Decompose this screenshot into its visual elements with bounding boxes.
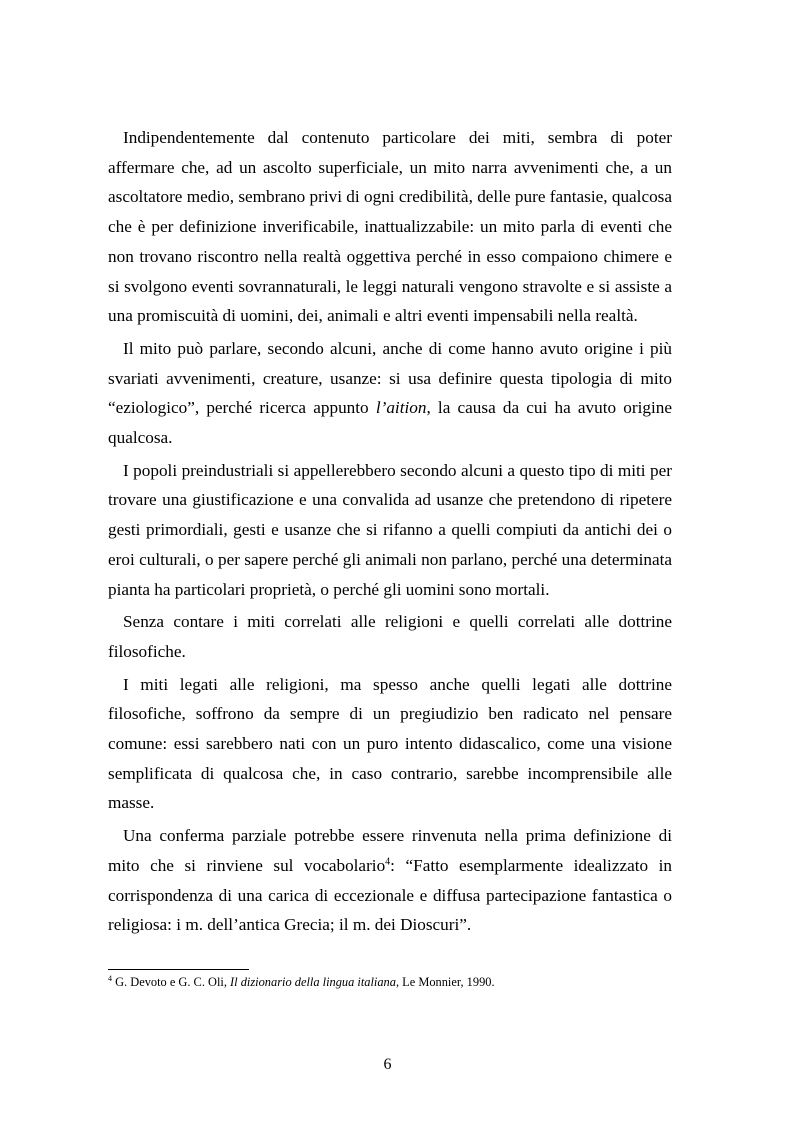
paragraph-1: Indipendentemente dal contenuto particolare dei miti, sembra di poter affermare che, ad un ascolto superficiale, un mito narra avvenimenti che, a un ascoltatore medio, sembrano privi di ogni credibilità, delle pure fantasie, qualcosa che è per definizione inverificabile, inattualizzabile: un mito parla di eventi che non trovano riscontro nella realtà oggettiva perché in esso compaiono chimere e si svolgono eventi sovrannaturali, le leggi naturali vengono stravolte e si assiste a una promiscuità di uomini, dei, animali e altri eventi impensabili nella realtà. — [108, 128, 672, 326]
footnote-book-title: Il dizionario della lingua italiana — [230, 975, 396, 989]
paragraph-3: I popoli preindustriali si appellerebbero secondo alcuni a questo tipo di miti per trovare una giustificazione e una convalida ad usanze che pretendono di ripetere gesti primordiali, gesti e usanze che si rifanno a quelli compiuti da antichi dei o eroi culturali, o per sapere perché gli animali non parlano, perché una determinata pianta ha particolari proprietà, o perché gli uomini sono mortali. — [108, 460, 672, 599]
paragraph-2 — [108, 334, 672, 453]
paragraph-6-text-start: Una conferma parziale potrebbe essere rinvenuta nella prima definizione di mito che si rinviene sul vocabolario — [108, 826, 672, 875]
paragraph-6 — [108, 821, 672, 940]
footnote-number: 4 — [108, 973, 112, 983]
paragraph-5: I miti legati alle religioni, ma spesso anche quelli legati alle dottrine filosofiche, soffrono da sempre di un pregiudizio ben radicato nel pensare comune: essi sarebbero nati con un puro intento didascalico, come una visione semplificata di qualcosa che, in caso contrario, sarebbe incomprensibile alle masse. — [108, 674, 672, 813]
body-text — [108, 123, 672, 943]
footnote-separator — [108, 969, 249, 970]
paragraph-6-text-end: : “Fatto esemplarmente idealizzato in corrispondenza di una carica di eccezionale e diffusa partecipazione fantastica o religiosa: i m. dell’antica Grecia; il m. dei Dioscuri”. — [108, 855, 673, 935]
footnote — [108, 973, 672, 991]
aition-term: l’aition — [375, 398, 427, 418]
paragraph-2-text-start: Il mito può parlare, secondo alcuni, anche di come hanno avuto origine i più svariati avvenimenti, creature, usanze: si usa definire questa tipologia di mito “eziologico”, perché ricerca appunto — [108, 338, 672, 418]
page-number: 6 — [383, 1056, 392, 1073]
footnote-text-end: , Le Monnier, 1990. — [395, 975, 495, 989]
paragraph-4: Senza contare i miti correlati alle religioni e quelli correlati alle dottrine filosofiche. — [108, 612, 672, 661]
footnote-text-start: G. Devoto e G. C. Oli, — [112, 975, 231, 989]
paragraph-2-text-end: , la causa da cui ha avuto origine qualcosa. — [108, 398, 672, 448]
footnote-reference: 4 — [385, 856, 391, 868]
